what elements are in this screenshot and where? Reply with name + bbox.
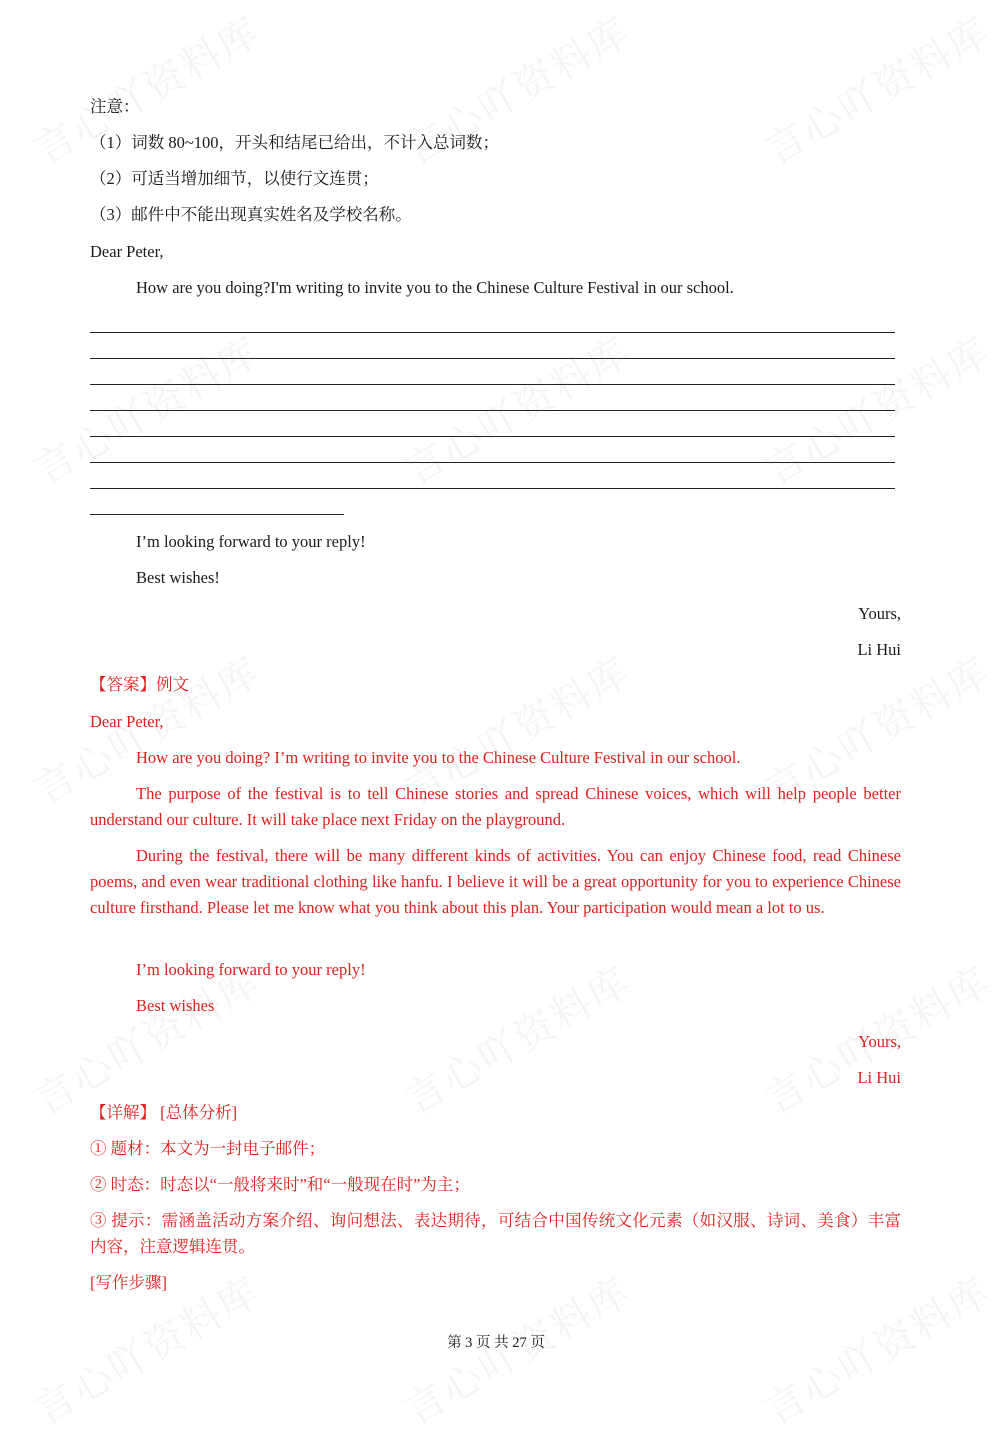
note-item: （1）词数 80~100，开头和结尾已给出，不计入总词数；	[90, 133, 500, 152]
writing-line	[90, 514, 344, 515]
watermark	[753, 1, 992, 176]
writing-line	[90, 436, 895, 437]
prompt-closing-line: I’m looking forward to your reply!	[136, 532, 366, 551]
watermark	[393, 951, 640, 1126]
watermark	[393, 321, 640, 496]
writing-line	[90, 462, 895, 463]
steps-label: [写作步骤]	[90, 1273, 167, 1292]
answer-yours: Yours,	[858, 1032, 901, 1051]
answer-label: 【答案】	[90, 675, 156, 694]
prompt-signature: Li Hui	[857, 640, 901, 659]
analysis-heading	[90, 1103, 237, 1123]
writing-line	[90, 332, 895, 333]
note-item: （3）邮件中不能出现真实姓名及学校名称。	[90, 205, 412, 224]
answer-paragraph: During the festival, there will be many different kinds of activities. You can enjoy Chinese food, read Chinese poems, and even wear traditional clothing like hanfu. I believe it will be a great opportunity for you to experience Chinese culture firsthand. Please let me know what you think about this plan. Your participation would mean a lot to us.	[90, 846, 901, 917]
note-item: （2）可适当增加细节，以使行文连贯；	[90, 169, 379, 188]
writing-line	[90, 358, 895, 359]
prompt-greeting: Dear Peter,	[90, 242, 164, 261]
analysis-label-suffix: [总体分析]	[160, 1103, 238, 1122]
answer-signature: Li Hui	[857, 1068, 901, 1087]
prompt-yours: Yours,	[858, 604, 901, 623]
writing-line	[90, 410, 895, 411]
watermark	[753, 321, 992, 496]
analysis-point: ① 题材：本文为一封电子邮件；	[90, 1139, 326, 1158]
prompt-wishes: Best wishes!	[136, 568, 220, 587]
answer-paragraph: The purpose of the festival is to tell Chinese stories and spread Chinese voices, which will help people better understand our culture. It will take place next Friday on the playground.	[90, 784, 901, 829]
answer-paragraph: How are you doing? I’m writing to invite you to the Chinese Culture Festival in our school.	[136, 748, 741, 767]
page-number: 第 3 页 共 27 页	[447, 1335, 545, 1351]
answer-wishes: Best wishes	[136, 996, 215, 1015]
writing-line	[90, 384, 895, 385]
answer-label-suffix: 例文	[156, 675, 189, 694]
answer-heading	[90, 675, 189, 695]
prompt-opening: How are you doing?I'm writing to invite you to the Chinese Culture Festival in our school.	[136, 278, 734, 297]
watermark	[23, 321, 270, 496]
analysis-point: ② 时态：时态以“一般将来时”和“一般现在时”为主；	[90, 1175, 470, 1194]
answer-closing-line: I’m looking forward to your reply!	[136, 960, 366, 979]
analysis-label: 【详解】	[90, 1103, 156, 1122]
notes-title: 注意：	[90, 97, 140, 116]
writing-line	[90, 488, 895, 489]
answer-greeting: Dear Peter,	[90, 712, 164, 731]
analysis-point: ③ 提示：需涵盖活动方案介绍、询问想法、表达期待，可结合中国传统文化元素（如汉服、诗词、美食）丰富内容，注意逻辑连贯。	[90, 1211, 901, 1256]
